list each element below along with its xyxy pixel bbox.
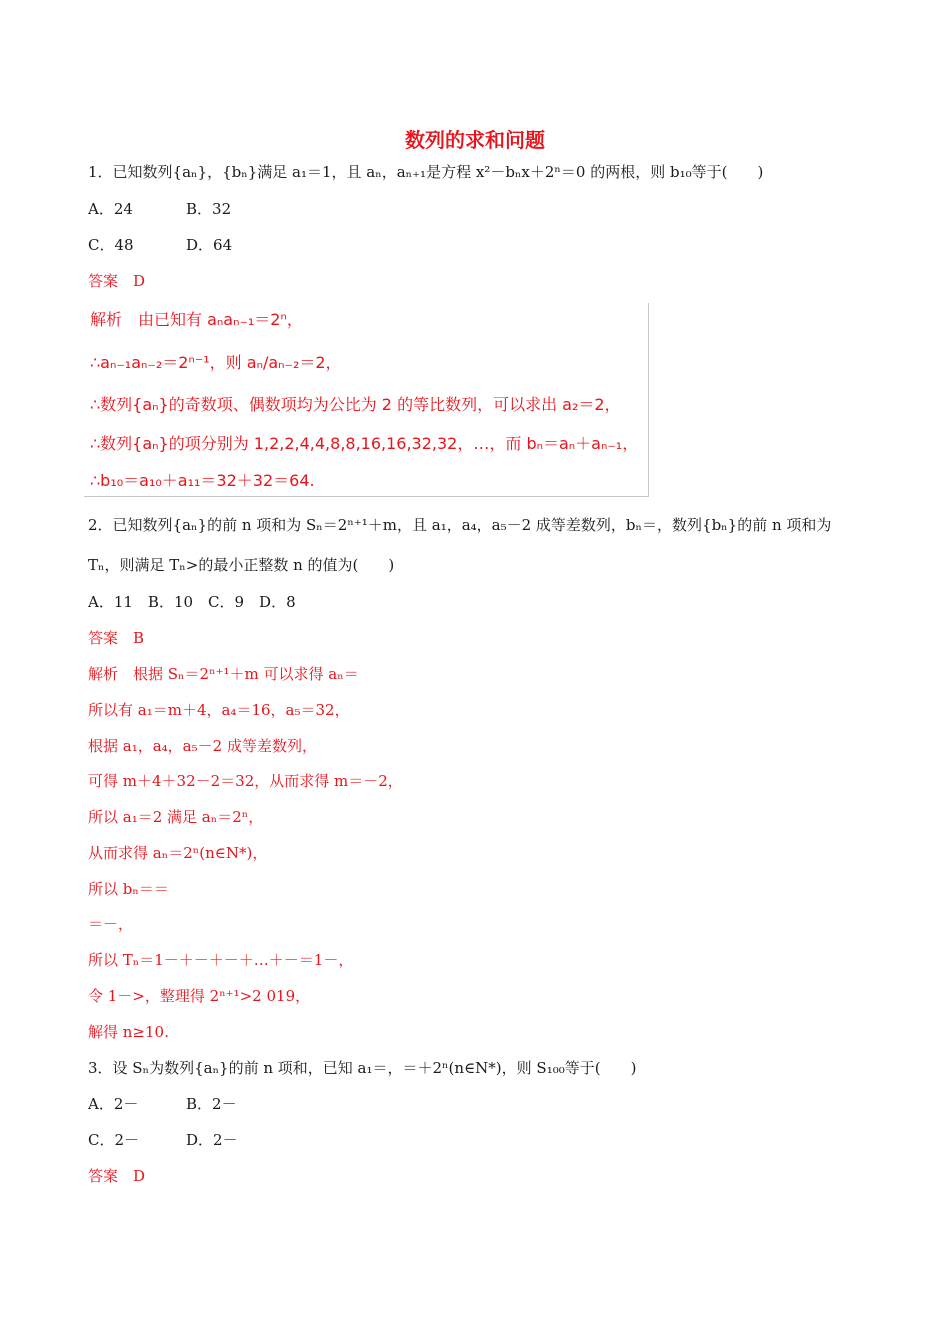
q2-analysis-line: 解析 根据 Sₙ＝2ⁿ⁺¹＋m 可以求得 aₙ＝ (88, 665, 359, 683)
q1-option-d: D．64 (186, 236, 233, 254)
q2-options: A．11 B．10 C．9 D．8 (88, 593, 296, 611)
q1-option-b: B．32 (186, 200, 232, 218)
q2-stem-line1: 2．已知数列{aₙ}的前 n 项和为 Sₙ＝2ⁿ⁺¹＋m，且 a₁，a₄，a₅－2 成等差数列，bₙ＝，数列{bₙ}的前 n 项和为 (88, 516, 832, 534)
q2-analysis-line: 解得 n≥10. (88, 1023, 169, 1041)
q1-analysis-line: 解析 由已知有 aₙaₙ₋₁＝2ⁿ， (90, 310, 303, 329)
page-title: 数列的求和问题 (405, 128, 545, 152)
q2-analysis-line: 所以 Tₙ＝1－＋－＋－＋…＋－＝1－， (88, 951, 354, 969)
q2-analysis-line: 可得 m＋4＋32－2＝32，从而求得 m＝－2， (88, 772, 403, 790)
q2-stem-line2: Tₙ，则满足 Tₙ>的最小正整数 n 的值为( ) (88, 556, 395, 574)
q2-analysis-line: 所以有 a₁＝m＋4，a₄＝16，a₅＝32， (88, 701, 350, 719)
q1-option-a: A．24 (88, 200, 133, 218)
q3-option-a: A．2－ (88, 1095, 139, 1113)
q2-analysis-line: 根据 a₁，a₄，a₅－2 成等差数列， (88, 737, 317, 755)
q1-stem: 1．已知数列{aₙ}，{bₙ}满足 a₁＝1，且 aₙ，aₙ₊₁是方程 x²－bₙx＋2ⁿ＝0 的两根，则 b₁₀等于( ) (88, 163, 764, 181)
q2-analysis-line: 令 1－>，整理得 2ⁿ⁺¹>2 019， (88, 987, 311, 1005)
q1-analysis-line: ∴数列{aₙ}的项分别为 1,2,2,4,4,8,8,16,16,32,32，…，而 bₙ＝aₙ＋aₙ₋₁， (90, 434, 639, 453)
q3-option-b: B．2－ (186, 1095, 237, 1113)
q3-option-c: C．2－ (88, 1131, 140, 1149)
q1-analysis-line: ∴数列{aₙ}的奇数项、偶数项均为公比为 2 的等比数列，可以求出 a₂＝2， (90, 395, 621, 414)
q1-answer: 答案 D (88, 272, 146, 290)
q3-stem: 3．设 Sₙ为数列{aₙ}的前 n 项和，已知 a₁＝，＝＋2ⁿ(n∈N*)，则 S₁₀₀等于( ) (88, 1059, 637, 1077)
q1-analysis-line: ∴b₁₀＝a₁₀＋a₁₁＝32＋32＝64. (90, 471, 315, 490)
q1-analysis-line: ∴aₙ₋₁aₙ₋₂＝2ⁿ⁻¹，则 aₙ/aₙ₋₂＝2， (90, 353, 342, 372)
q2-analysis-line: ＝－， (88, 915, 134, 933)
q2-analysis-line: 从而求得 aₙ＝2ⁿ(n∈N*)， (88, 844, 268, 862)
q3-answer: 答案 D (88, 1167, 146, 1185)
q2-analysis-line: 所以 bₙ＝＝ (88, 880, 169, 898)
q3-option-d: D．2－ (186, 1131, 238, 1149)
q2-answer: 答案 B (88, 629, 145, 647)
q2-analysis-line: 所以 a₁＝2 满足 aₙ＝2ⁿ， (88, 808, 264, 826)
q1-option-c: C．48 (88, 236, 134, 254)
q1-analysis-box (84, 303, 649, 497)
